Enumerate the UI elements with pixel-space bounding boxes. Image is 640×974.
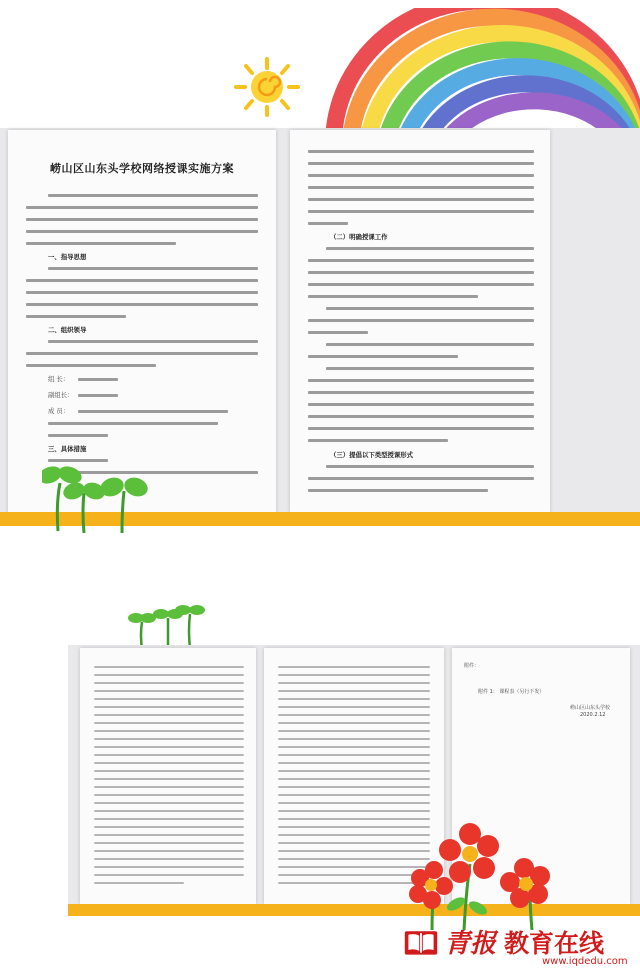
- document-page-3: [80, 648, 256, 904]
- flower-icon: [404, 812, 574, 930]
- attachment-item: 附件 1： 课程表（另行下发）: [478, 689, 545, 695]
- signature-date: 2020.2.12: [580, 712, 606, 718]
- section-heading-5: （三）提倡以下类型授课形式: [330, 451, 414, 459]
- brand-name: 青报: [444, 929, 497, 959]
- document-title: 崂山区山东头学校网络授课实施方案: [50, 162, 234, 175]
- attachment-label: 附件：: [464, 663, 480, 669]
- section-heading-4: （二）明确授课工作: [330, 233, 388, 241]
- sprout-icon: [128, 600, 208, 650]
- document-page-2: [290, 130, 550, 514]
- watermark-logo: [402, 920, 638, 970]
- book-logo-icon: [402, 924, 440, 960]
- section-heading-1: 一、指导思想: [48, 253, 87, 261]
- leader-label: 组 长：: [48, 375, 70, 383]
- brand-url: www.iqdedu.com: [542, 956, 628, 967]
- members-label: 成 员：: [48, 407, 70, 415]
- deputy-label: 副组长：: [48, 391, 74, 399]
- section-heading-2: 二、组织领导: [48, 326, 87, 334]
- sprout-icon: [42, 452, 162, 534]
- section-heading-3: 三、具体措施: [48, 445, 87, 453]
- signature-org: 崂山区山东头学校: [570, 705, 611, 711]
- brand-site: 教育在线: [504, 929, 605, 958]
- sun-icon: [232, 56, 302, 118]
